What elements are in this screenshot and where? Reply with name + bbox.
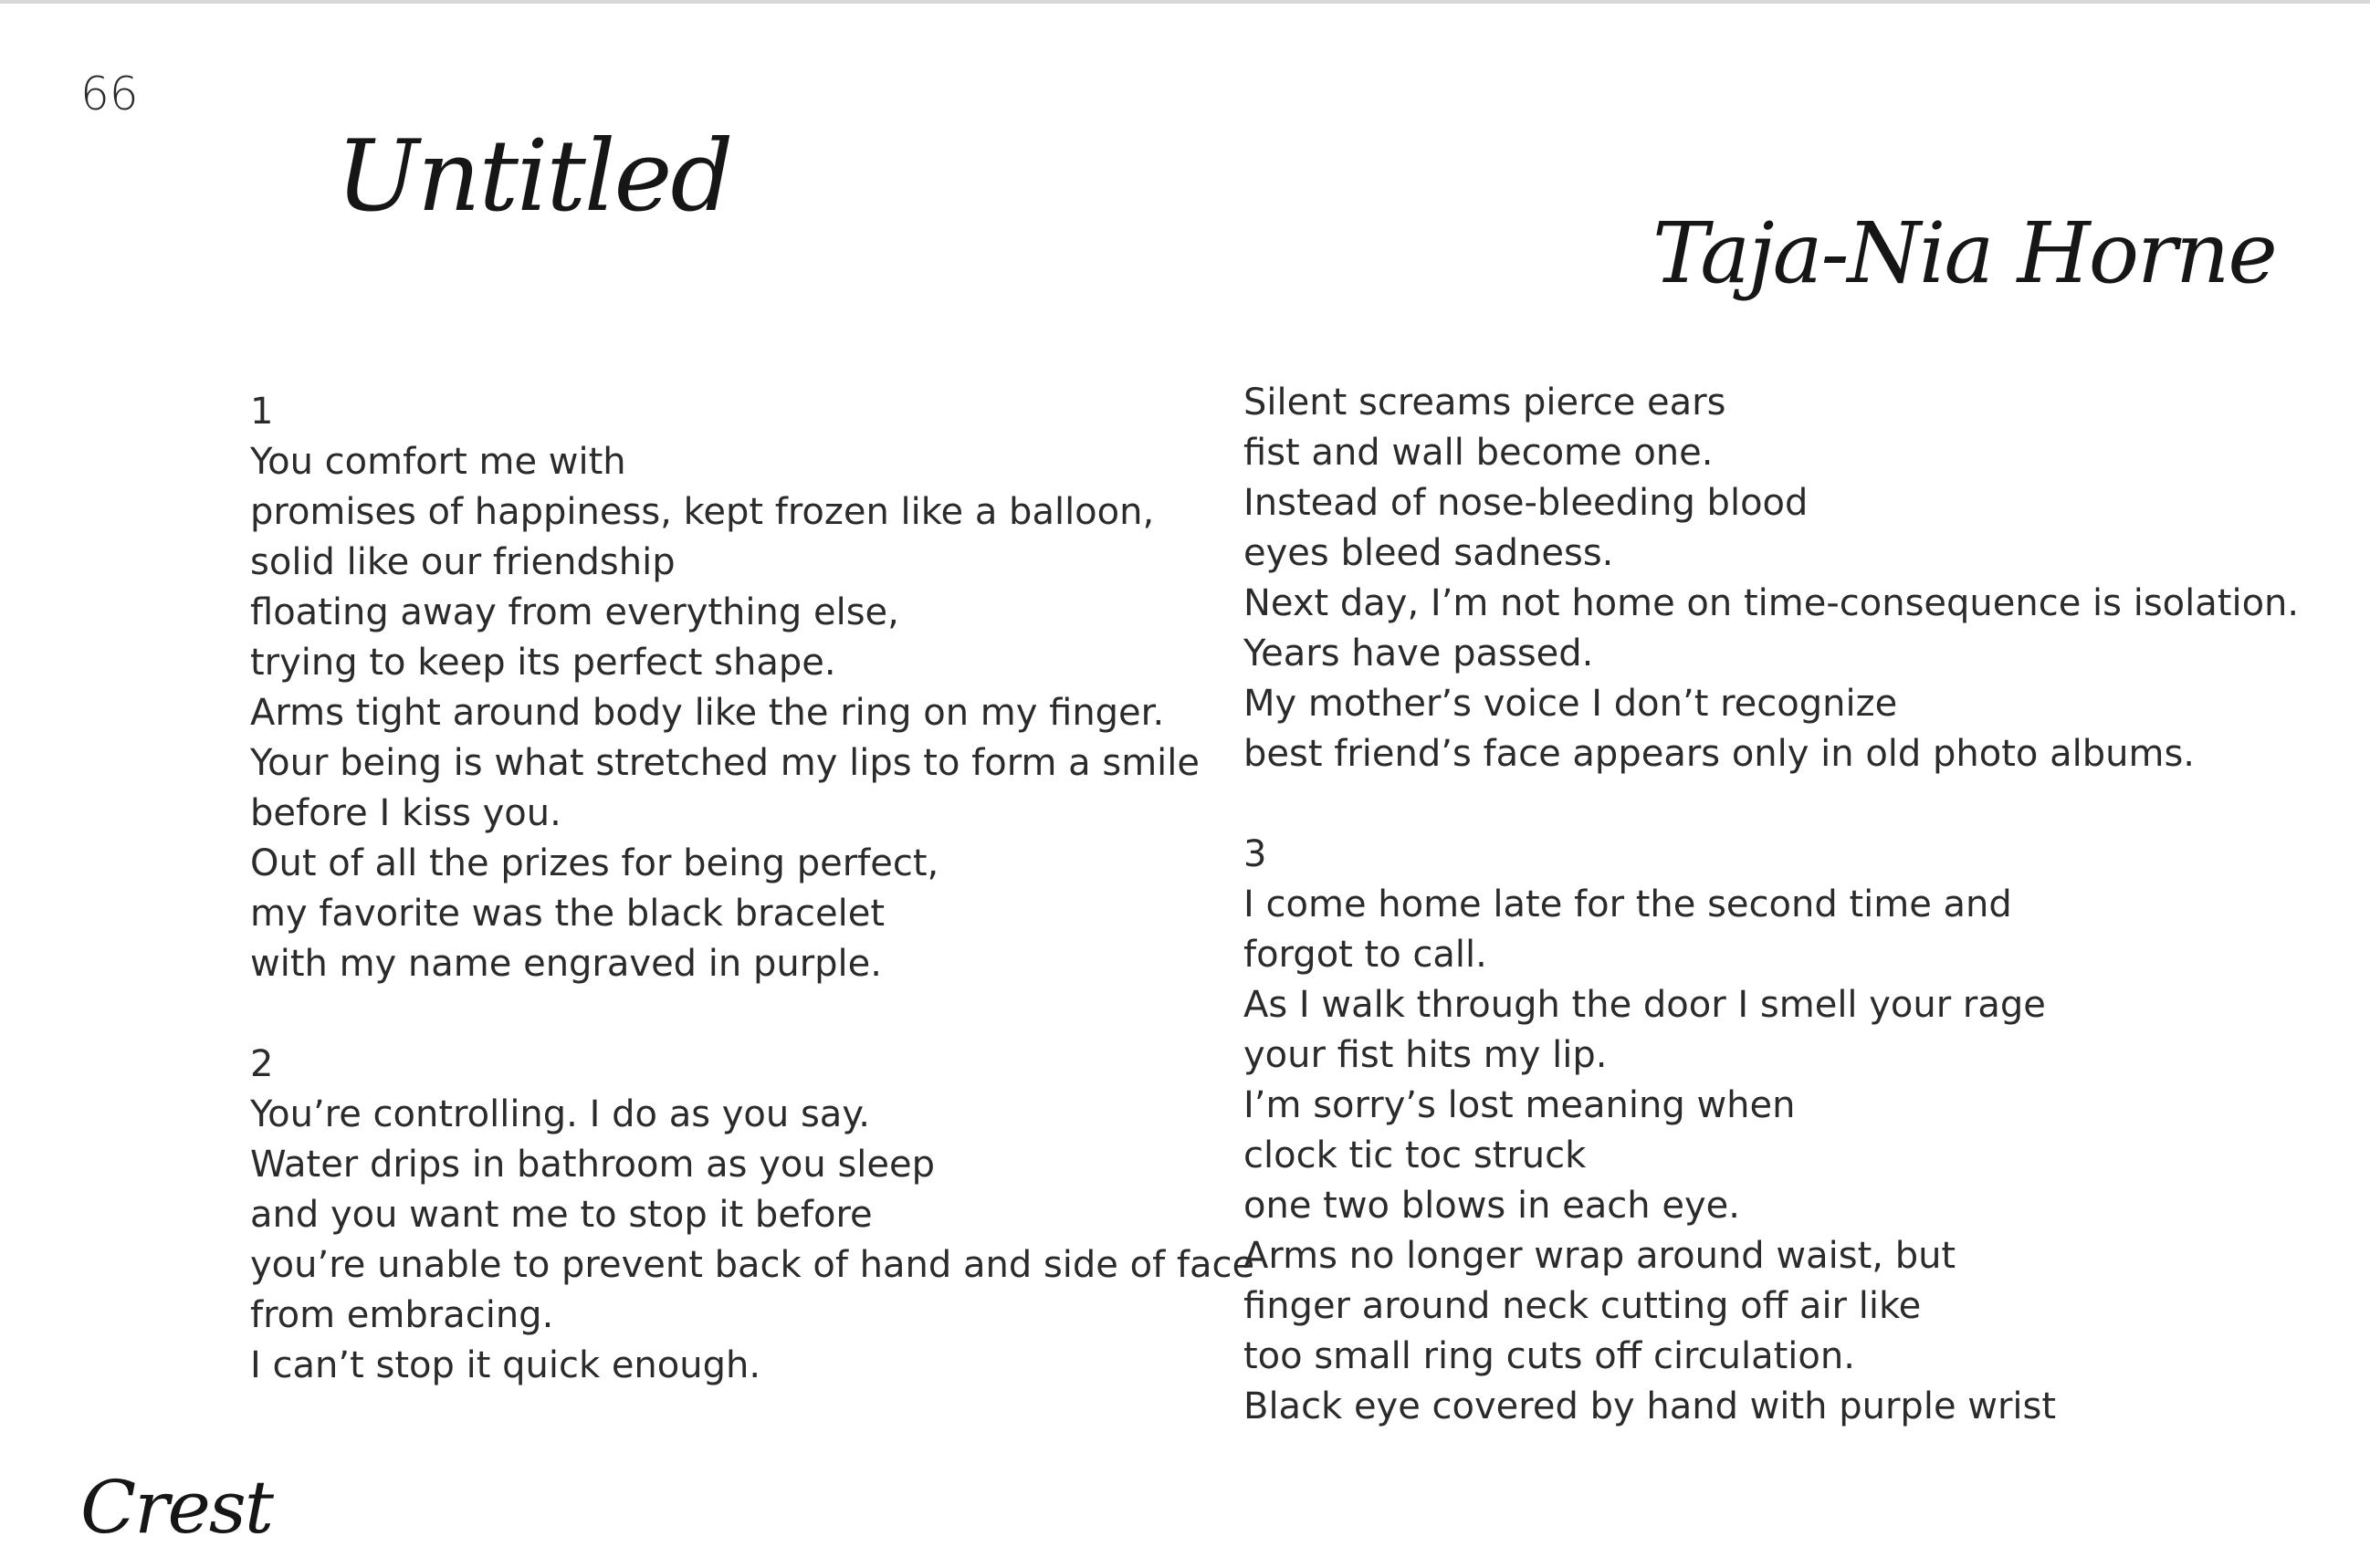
stanza-gap	[1243, 779, 2299, 830]
poem-line: too small ring cuts off circulation.	[1243, 1335, 1855, 1377]
poem-line: best friend’s face appears only in old photo albums.	[1243, 733, 2195, 775]
poem-line: before I kiss you.	[250, 792, 561, 834]
poem-line: Next day, I’m not home on time-consequence is isolation.	[1243, 582, 2300, 624]
poem-line: You comfort me with	[250, 441, 626, 483]
section-number: 2	[250, 1043, 274, 1085]
poem-column-right	[1243, 378, 2299, 1432]
poem-line: Silent screams pierce ears	[1243, 382, 1726, 423]
poem-line: Your being is what stretched my lips to form a smile	[250, 742, 1200, 784]
poem-line: fist and wall become one.	[1243, 432, 1714, 474]
poem-line: forgot to call.	[1243, 934, 1487, 976]
poem-line: I come home late for the second time and	[1243, 883, 2012, 925]
stanza-gap	[250, 989, 1254, 1040]
journal-name: Crest	[80, 1465, 272, 1550]
top-border	[0, 0, 2370, 4]
poem-line: As I walk through the door I smell your rage	[1243, 984, 2046, 1026]
section-number: 1	[250, 391, 274, 433]
poem-line: Instead of nose-bleeding blood	[1243, 482, 1809, 524]
poem-line: Out of all the prizes for being perfect,	[250, 842, 939, 884]
poem-line: one two blows in each eye.	[1243, 1185, 1740, 1227]
poem-line: My mother’s voice I don’t recognize	[1243, 683, 1898, 725]
poem-line: floating away from everything else,	[250, 591, 899, 633]
poem-line: your fist hits my lip.	[1243, 1034, 1608, 1076]
poem-line: my favorite was the black bracelet	[250, 893, 886, 935]
poem-line: clock tic toc struck	[1243, 1134, 1587, 1176]
poem-title: Untitled	[336, 120, 732, 234]
poem-line: finger around neck cutting off air like	[1243, 1285, 1922, 1327]
poem-line: trying to keep its perfect shape.	[250, 642, 836, 684]
page-number: 66	[80, 68, 139, 120]
poem-line: Black eye covered by hand with purple wrist	[1243, 1385, 2057, 1427]
poem-line: from embracing.	[250, 1294, 554, 1336]
poem-line: I can’t stop it quick enough.	[250, 1344, 761, 1386]
poem-line: with my name engraved in purple.	[250, 943, 882, 985]
poem-column-left	[250, 387, 1254, 1391]
poem-line: Water drips in bathroom as you sleep	[250, 1144, 935, 1186]
section-number: 3	[1243, 833, 1267, 875]
poem-line: Arms no longer wrap around waist, but	[1243, 1235, 1956, 1277]
poem-line: Arms tight around body like the ring on my finger.	[250, 692, 1165, 734]
poem-line: you’re unable to prevent back of hand and side of face	[250, 1244, 1255, 1286]
poem-line: I’m sorry’s lost meaning when	[1243, 1084, 1796, 1126]
poem-line: promises of happiness, kept frozen like a balloon,	[250, 491, 1155, 533]
poem-line: eyes bleed sadness.	[1243, 532, 1614, 574]
author-name: Taja-Nia Horne	[1652, 204, 2276, 302]
poem-line: and you want me to stop it before	[250, 1194, 873, 1236]
poem-line: You’re controlling. I do as you say.	[250, 1093, 871, 1135]
poem-line: Years have passed.	[1243, 632, 1594, 674]
poem-line: solid like our friendship	[250, 541, 676, 583]
